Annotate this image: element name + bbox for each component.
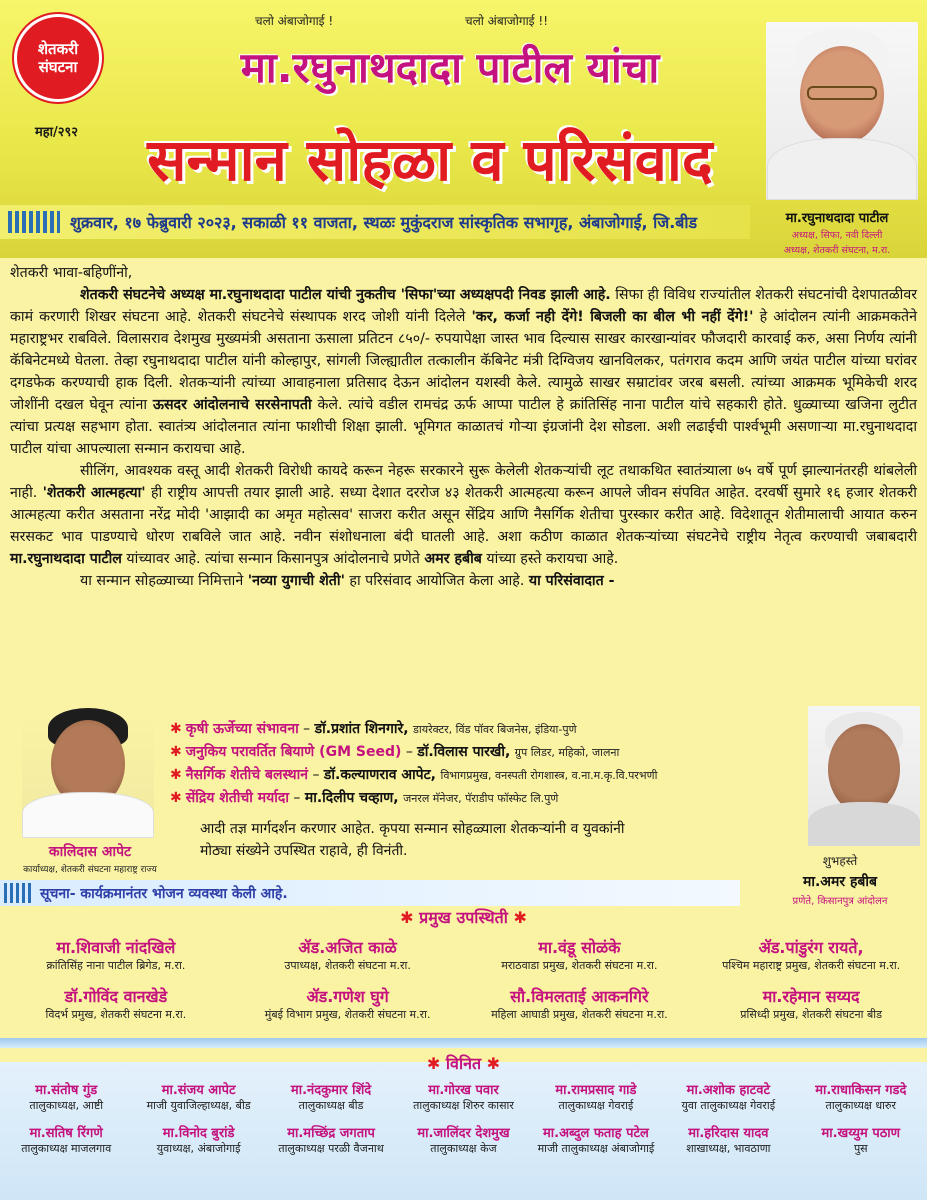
guest-entry xyxy=(0,985,232,1022)
topic-speaker: मा.दिलीप चव्हाण, xyxy=(304,790,399,806)
star-icon: ✱ xyxy=(170,790,182,806)
guest-role-1: अध्यक्ष, सिफा, नवी दिल्ली xyxy=(791,230,883,241)
guest-photo xyxy=(766,22,918,200)
guest-entry-role: उपाध्यक्ष, शेतकरी संघटना म.रा. xyxy=(284,959,411,972)
vinit-entry-role: युवाध्यक्ष, अंबाजोगाई xyxy=(156,1142,241,1155)
title-line-1: मा.रघुनाथदादा पाटील यांचा xyxy=(240,43,660,92)
vinit-entry-role: तालुकाध्यक्ष बीड xyxy=(298,1099,364,1112)
closing-line-1: आदी तज्ञ मार्गदर्शन करणार आहेत. कृपया सन्मान सोहळ्याला शेतकऱ्यांनी व युवकांनी xyxy=(200,821,625,837)
right-person-name: मा.अमर हबीब xyxy=(802,874,878,890)
topic-speaker: डॉ.विलास पारखी, xyxy=(417,744,511,760)
vinit-entry-name: मा.गोरख पवार xyxy=(428,1083,499,1098)
guest-entry xyxy=(464,985,696,1022)
stripe-decoration xyxy=(4,883,34,903)
vinit-entry-name: मा.हरिदास यादव xyxy=(688,1126,769,1141)
salutation: शेतकरी भावा-बहिणींनो, xyxy=(10,265,133,281)
vinit-entry xyxy=(662,1123,794,1156)
guests-heading xyxy=(0,906,927,928)
guest-entry-name: सौ.विमलताई आकनगिरे xyxy=(510,987,649,1006)
vinit-entry-name: मा.संतोष गुंड xyxy=(35,1083,98,1098)
logo-text-2: संघटना xyxy=(38,58,78,76)
topic-detail: ग्रुप लिडर, महिको, जालना xyxy=(514,746,620,759)
slogan-1: चलो अंबाजोगाई ! xyxy=(255,14,334,28)
guest-entry-role: महिला आघाडी प्रमुख, शेतकरी संघटना म.रा. xyxy=(491,1008,668,1021)
p3-text-b: हा परिसंवाद आयोजित केला आहे. xyxy=(344,573,529,589)
vinit-entry-role: तालुकाध्यक्ष, आष्टी xyxy=(29,1099,104,1112)
vinit-entry-role: तालुकाध्यक्ष गेवराई xyxy=(558,1099,634,1112)
guest-entry-name: ॲड.गणेश घुगे xyxy=(306,987,389,1006)
left-person-name: कालिदास आपेट xyxy=(48,844,132,860)
closing-text xyxy=(200,818,800,862)
p3-bold: 'नव्या युगाची शेती' xyxy=(247,573,345,589)
guest-entry-role: मुंबई विभाग प्रमुख, शेतकरी संघटना म.रा. xyxy=(264,1008,431,1021)
asterisk-icon: ✱ xyxy=(426,1054,441,1073)
guests-heading-text: प्रमुख उपस्थिती xyxy=(419,908,508,927)
shirt-shape xyxy=(767,138,917,200)
notice-bar xyxy=(0,880,740,906)
star-icon: ✱ xyxy=(170,721,182,737)
p1-quote: 'कर, कर्जा नही देंगे! बिजली का बील भी नहीं देंगे!' xyxy=(471,309,754,325)
vinit-entry-role: तालुकाध्यक्ष परळी वैजनाथ xyxy=(278,1142,384,1155)
glasses-icon xyxy=(807,86,877,100)
vinit-entry-name: मा.राधाकिसन गडदे xyxy=(815,1083,907,1098)
guest-entry-name: ॲड.अजित काळे xyxy=(298,938,397,957)
vinit-entry xyxy=(397,1080,529,1113)
vinit-entry xyxy=(265,1123,397,1156)
vinit-entry-role: तालुकाध्यक्ष धारुर xyxy=(825,1099,897,1112)
guest-name: मा.रघुनाथदादा पाटील xyxy=(785,211,889,226)
guest-entry-role: क्रांतिसिंह नाना पाटील ब्रिगेड, म.रा. xyxy=(46,959,186,972)
p3-text-a: या सन्मान सोहळ्याच्या निमित्ताने xyxy=(80,573,248,589)
vinit-entry-name: मा.संजय आपेट xyxy=(161,1083,236,1098)
vinit-entry xyxy=(132,1123,264,1156)
guest-entry xyxy=(695,985,927,1022)
vinit-entry xyxy=(662,1080,794,1113)
right-person-photo xyxy=(808,706,920,846)
vinit-entry-name: मा.रामप्रसाद गाडे xyxy=(555,1083,637,1098)
topic-detail: विभागप्रमुख, वनस्पती रोगशास्त्र, व.ना.म.कृ.वि.परभणी xyxy=(440,769,658,782)
left-person-photo xyxy=(22,700,154,838)
guest-entry-name: मा.वंडू सोळंके xyxy=(538,938,621,957)
vinit-entry-name: मा.खय्युम पठाण xyxy=(821,1126,901,1141)
event-details-bar xyxy=(0,205,750,239)
guest-entry xyxy=(695,936,927,973)
guest-entry xyxy=(232,985,464,1022)
topic-detail: जनरल मॅनेजर, पॅराडीप फॉस्फेट लि.पुणे xyxy=(403,792,559,805)
p2-bold-2: मा.रघुनाथदादा पाटील xyxy=(10,551,122,567)
vinit-entry-name: मा.अशोक हाटवटे xyxy=(686,1083,771,1098)
vinit-entry-name: मा.नंदकुमार शिंदे xyxy=(290,1083,372,1098)
face-shape xyxy=(828,724,900,814)
vinit-entry-role: युवा तालुकाध्यक्ष गेवराई xyxy=(681,1099,776,1112)
vinit-entry xyxy=(0,1080,132,1113)
guest-entry-role: पश्चिम महाराष्ट्र प्रमुख, शेतकरी संघटना म.रा. xyxy=(722,959,901,972)
p2-text-d: यांच्या हस्ते करायचा आहे. xyxy=(481,551,619,567)
p3-bold-2: या परिसंवादात - xyxy=(528,573,615,589)
vinit-entry xyxy=(132,1080,264,1113)
paragraph-2 xyxy=(10,460,917,570)
p1-bold: शेतकरी संघटनेचे अध्यक्ष मा.रघुनाथदादा पाटील यांची नुकतीच 'सिफा'च्या अध्यक्षपदी निवड झाली आहे. xyxy=(80,287,611,303)
vinit-heading xyxy=(0,1052,927,1074)
vinit-entry-name: मा.अब्दुल फताह पटेल xyxy=(543,1126,649,1141)
list-item: ✱ नैसर्गिक शेतीचे बलस्थानं – डॉ.कल्याणराव आपेट, विभागप्रमुख, वनस्पती रोगशास्त्र, व.ना.म.कृ.वि.परभणी xyxy=(170,767,658,783)
topic-speaker: डॉ.कल्याणराव आपेट, xyxy=(323,767,437,783)
left-person-role: कार्याध्यक्ष, शेतकरी संघटना महाराष्ट्र राज्य xyxy=(23,865,157,875)
guest-entry-role: विदर्भ प्रमुख, शेतकरी संघटना म.रा. xyxy=(45,1008,187,1021)
topic-list xyxy=(170,718,800,810)
vinit-entry xyxy=(795,1123,927,1156)
title-line-2: सन्मान सोहळा व परिसंवाद xyxy=(147,126,713,194)
guest-entry-name: ॲड.पांडुरंग रायते, xyxy=(758,938,864,957)
p2-text-c: यांच्यावर आहे. त्यांचा सन्मान किसानपुत्र आंदोलनाचे प्रणेते xyxy=(121,551,425,567)
closing-line-2: मोठ्या संख्येने उपस्थित राहावे, ही विनंती. xyxy=(200,843,408,859)
vinit-grid xyxy=(0,1080,927,1156)
asterisk-icon: ✱ xyxy=(513,908,527,927)
topic-title: सेंद्रिय शेतीची मर्यादा xyxy=(185,790,289,806)
p1-bold-2: ऊसदर आंदोलनाचे सरसेनापती xyxy=(152,397,312,413)
vinit-entry xyxy=(0,1123,132,1156)
guest-entry xyxy=(464,936,696,973)
vinit-entry-role: पुस xyxy=(853,1142,868,1155)
vinit-entry-role: माजी युवाजिल्हाध्यक्ष, बीड xyxy=(146,1099,251,1112)
shirt-shape xyxy=(808,802,920,846)
letter-body xyxy=(10,262,917,592)
guest-entry xyxy=(0,936,232,973)
guest-entry-name: डॉ.गोविंद वानखेडे xyxy=(64,987,168,1006)
right-person-label: शुभहस्ते xyxy=(822,854,858,868)
guest-entry-role: मराठवाडा प्रमुख, शेतकरी संघटना म.रा. xyxy=(501,959,658,972)
topic-speaker: डॉ.प्रशांत शिनगारे, xyxy=(314,721,409,737)
vinit-entry-role: माजी तालुकाध्यक्ष अंबाजोगाई xyxy=(537,1142,655,1155)
guest-entry xyxy=(232,936,464,973)
list-item: ✱ कृषी ऊर्जेच्या संभावना – डॉ.प्रशांत शिनगारे, डायरेक्टर, विंड पॉवर बिजनेस, इंडिया-पुणे xyxy=(170,721,577,737)
vinit-entry xyxy=(795,1080,927,1113)
vinit-entry-name: मा.सतिष रिंगणे xyxy=(29,1126,103,1141)
section-divider xyxy=(0,1038,927,1048)
p1-text-b: हे आंदोलन त्यांनी आक्रमकतेने महाराष्ट्रभर राबविले. विलासराव देशमुख मुख्यमंत्री असताना ऊसाला प्रतिटन ८५०/- रुपयापेक्षा जास्त भाव दिल्यास साखर कारखान्यांवर फौजदारी कारवाई करु, असा निर्णय त्यांनी कॅबिनेटमध्ये घेतला. तेव्हा रघुनाथदादा पाटील यांनी कोल्हापुर, सांगली जिल्ह्यातील तत्कालीन कॅबिनेट मंत्री दिग्विजय खानविलकर, पतंगराव कदम आणि जयंत पाटील यांच्या घरांवर दगडफेक करण्याची हाक दिली. शेतकऱ्यांनी त्यांच्या आवाहनाला प्रतिसाद देऊन आंदोलन यशस्वी केले. त्यामुळे साखर सम्राटांवर जरब बसली. त्यांच्या आक्रमक भूमिकेची शरद जोशींनी दखल घेवून त्यांना xyxy=(10,309,918,413)
event-details: शुक्रवार, १७ फेब्रुवारी २०२३, सकाळी ११ वाजता, स्थळः मुकुंदराज सांस्कृतिक सभागृह, अंबाजोगाई, जि.बीड xyxy=(70,213,698,232)
vinit-entry xyxy=(530,1123,662,1156)
p2-bold-3: अमर हबीब xyxy=(424,551,482,567)
list-item: ✱ सेंद्रिय शेतीची मर्यादा – मा.दिलीप चव्हाण, जनरल मॅनेजर, पॅराडीप फॉस्फेट लि.पुणे xyxy=(170,790,559,806)
star-icon: ✱ xyxy=(170,744,182,760)
registration-number: महा/२९२ xyxy=(35,125,79,140)
vinit-entry-role: तालुकाध्यक्ष शिरुर कासार xyxy=(413,1099,514,1112)
p1-text-c: केले. त्यांचे वडील रामचंद्र ऊर्फ आप्पा पाटील हे क्रांतिसिंह नाना पाटील यांचे सहकारी होते. धुळ्याच्या खजिना लुटीत त्यांचा प्रत्यक्ष सहभाग होता. स्वातंत्र्य आंदोलनात त्यांना फाशीची शिक्षा झाली. भूमिगत काळातचं गोऱ्या इंग्रजांनी देश सोडला. अशी लढाईची पार्श्वभूमी असणाऱ्या मा.रघुनाथदादा पाटील यांचा आपल्याला सन्मान करायचा आहे. xyxy=(10,397,917,457)
vinit-entry-role: शाखाध्यक्ष, भावठाणा xyxy=(686,1142,771,1155)
p2-text-a: सीलिंग, आवश्यक वस्तू आदी शेतकरी विरोधी कायदे करून नेहरू सरकारने सुरू केलेली शेतकऱ्यांची लूट तथाकथित स्वातंत्र्याला ७५ वर्षे पूर्ण झाल्यानंतरही थांबलेली नाही. xyxy=(10,463,917,501)
vinit-entry xyxy=(530,1080,662,1113)
asterisk-icon: ✱ xyxy=(486,1054,501,1073)
topic-title: नैसर्गिक शेतीचे बलस्थानं xyxy=(185,767,308,783)
vinit-entry xyxy=(397,1123,529,1156)
vinit-entry-name: मा.विनोद बुरांडे xyxy=(162,1126,235,1141)
topic-title: जनुकिय परावर्तित बियाणे (GM Seed) xyxy=(185,744,402,760)
p2-bold: 'शेतकरी आत्महत्या' xyxy=(42,485,146,501)
right-person-role: प्रणेते, किसानपुत्र आंदोलन xyxy=(792,896,888,907)
stripe-decoration xyxy=(8,211,60,233)
notice-text: सूचना- कार्यक्रमानंतर भोजन व्यवस्था केली आहे. xyxy=(40,885,288,902)
vinit-entry-role: तालुकाध्यक्ष माजलगाव xyxy=(21,1142,112,1155)
guest-role-2: अध्यक्ष, शेतकरी संघटना, म.रा. xyxy=(783,245,891,256)
paragraph-1 xyxy=(10,284,917,460)
slogan-2: चलो अंबाजोगाई !! xyxy=(465,14,549,28)
vinit-entry-name: मा.जालिंदर देशमुख xyxy=(417,1126,510,1141)
p2-text-b: ही राष्ट्रीय आपत्ती तयार झाली आहे. सध्या देशात दररोज ४३ शेतकरी आत्महत्या करून आपले जीवन संपवित आहेत. दरवर्षी सुमारे १६ हजार शेतकरी आत्महत्या करीत असताना नरेंद्र मोदी 'आझादी का अमृत महोत्सव' साजरा करीत असून सेंद्रिय आणि नैसर्गिक शेतीचा पुरस्कार करीत आहे. विदेशातून शेतीमालाची आयात करुन सरसकट भाव पाडण्याचे धोरण राबविले जात आहे. नवीन संशोधनाला बंदी घातली आहे. अशा कठीण काळात शेतकऱ्यांच्या संघटनेचे राष्ट्रीय नेतृत्व करण्याची जबाबदारी xyxy=(10,485,917,545)
logo-text-1: शेतकरी xyxy=(37,40,79,58)
topic-title: कृषी ऊर्जेच्या संभावना xyxy=(185,721,299,737)
organization-logo xyxy=(14,14,102,102)
guest-entry-role: प्रसिध्दी प्रमुख, शेतकरी संघटना बीड xyxy=(740,1008,882,1021)
asterisk-icon: ✱ xyxy=(400,908,414,927)
vinit-entry-role: तालुकाध्यक्ष केज xyxy=(430,1142,497,1155)
guests-grid xyxy=(0,936,927,1022)
vinit-entry xyxy=(265,1080,397,1113)
vinit-heading-text: विनित xyxy=(445,1054,482,1073)
vinit-entry-name: मा.मच्छिंद्र जगताप xyxy=(287,1126,375,1141)
list-item: ✱ जनुकिय परावर्तित बियाणे (GM Seed) – डॉ.विलास पारखी, ग्रुप लिडर, महिको, जालना xyxy=(170,744,620,760)
guest-entry-name: मा.रहेमान सय्यद xyxy=(762,987,860,1006)
paragraph-3 xyxy=(10,570,917,592)
shirt-shape xyxy=(22,792,154,838)
topic-detail: डायरेक्टर, विंड पॉवर बिजनेस, इंडिया-पुणे xyxy=(412,723,577,736)
star-icon: ✱ xyxy=(170,767,182,783)
p1-text-a: सिफा ही विविध राज्यांतील शेतकरी संघटनांची देशपातळीवर कामं करणारी शिखर संघटना आहे. शेतकरी संघटनेचे संस्थापक शरद जोशी यांनी दिलेले xyxy=(10,287,918,325)
guest-entry-name: मा.शिवाजी नांदखिले xyxy=(56,938,176,957)
